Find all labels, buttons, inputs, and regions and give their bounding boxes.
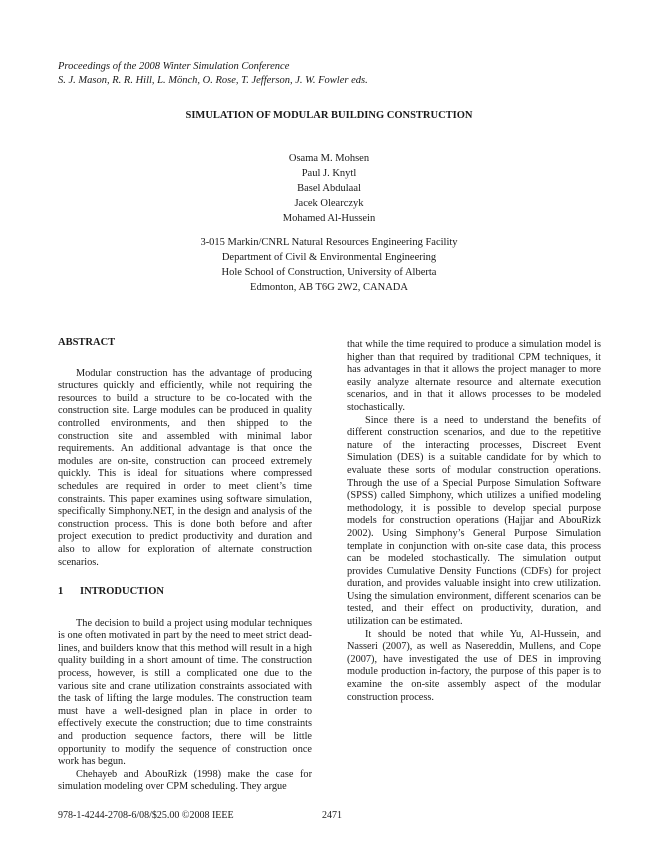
left-column: [58, 337, 312, 794]
author-name: Mohamed Al-Hussein: [282, 213, 376, 224]
conference-name: Proceedings of the 2008 Winter Simulation Conference: [58, 61, 290, 72]
affiliation-line: Department of Civil & Environmental Engineering: [221, 252, 437, 263]
affiliation-line: Edmonton, AB T6G 2W2, CANADA: [250, 282, 408, 293]
paper-title: SIMULATION OF MODULAR BUILDING CONSTRUCTION: [185, 110, 473, 121]
right-column: [347, 339, 601, 704]
intro-paragraph-2-continued: that while the time required to produce a simulation model is higher than that required by traditional CPM techniques, it has advantages in that it allows the project manager to more easily analyze alternate resource and alternate execution scenarios, and in that it allows processes to be modeled stochastically.: [347, 339, 601, 413]
author-name: Jacek Olearczyk: [294, 198, 364, 209]
section-number: 1: [58, 586, 64, 598]
intro-paragraph-4: It should be noted that while Yu, Al-Hussein, and Nasseri (2007), as well as Nasereddin, Mullens, and Cope (2007), have investigated the use of DES in improving module production in-factory, the purpose of this paper is to examine the on-site assembly aspect of the modular construction process.: [347, 628, 601, 703]
affiliation: [0, 235, 658, 295]
author-name: Paul J. Knytl: [301, 168, 357, 179]
author-name: Basel Abdulaal: [297, 183, 361, 194]
affiliation-line: 3-015 Markin/CNRL Natural Resources Engineering Facility: [200, 237, 458, 248]
page-number: 2471: [322, 810, 342, 821]
intro-paragraph-2: Chehayeb and AbouRizk (1998) make the case for simulation modeling over CPM scheduling. They argue: [58, 768, 312, 793]
editors-line: S. J. Mason, R. R. Hill, L. Mönch, O. Rose, T. Jefferson, J. W. Fowler eds.: [58, 75, 368, 86]
abstract-text: Modular construction has the advantage of producing structures quickly and efficiently, while not requiring the resources to build a structure to be co-located with the construction site. Large modules can be produced in quality controlled environments, and then shipped to the construction site and assembled with minimal labor requirements. An additional advantage is that once the modules are on-site, construction can proceed extremely quickly. This is ideal for situations where compressed schedules are required in order to meet client’s time constraints. This paper examines using software simulation, specifically Simphony.NET, in the design and analysis of the construction process. This is done both before and after project execution to predict productivity and duration and also to allow for exploration of alternate construction scenarios.: [58, 367, 312, 568]
intro-paragraph-3: Since there is a need to understand the benefits of different construction scenarios, and due to the repetitive nature of the interacting processes, Discreet Event Simulation (DES) is a suitable candidate for by which to evaluate these sorts of modular construction operations. Through the use of a Special Purpose Simulation Software (SPSS) called Simphony, which utilizes a unified modeling methodology, it is possible to develop special purpose models for construction operations (Hajjar and AbouRizk 2002). Using Simphony’s General Purpose Simulation template in conjunction with on-site case data, this process can be modeled stochastically. The simulation output provides Cumulative Density Functions (CDFs) for project duration, and provides valuable insight into crew utilization. Using the simulation environment, different scenarios can be tested, and their effect on productivity, duration, and utilization can be estimated.: [347, 414, 601, 628]
proceedings-header: [58, 60, 368, 88]
section-title: INTRODUCTION: [80, 586, 165, 598]
abstract-heading: ABSTRACT: [58, 337, 116, 348]
author-name: Osama M. Mohsen: [288, 153, 370, 164]
affiliation-line: Hole School of Construction, University of Alberta: [221, 267, 437, 278]
intro-paragraph-1: The decision to build a project using modular techniques is one often motivated in part by the need to meet strict dead-lines, and builders know that this method will result in a high quality building in a short amount of time. The construction process, however, is still a complicated one due to the various site and crane utilization constraints associated with the task of lifting the large modules. The construction team must have a well-designed plan in place in order to effectively execute the construction; due to time constraints and production sequence factors, there will be little opportunity to modify the sequence of construction once work has begun.: [58, 617, 312, 768]
copyright-footer: 978-1-4244-2708-6/08/$25.00 ©2008 IEEE: [58, 810, 234, 821]
introduction-heading: [58, 586, 312, 599]
author-list: [0, 151, 658, 226]
